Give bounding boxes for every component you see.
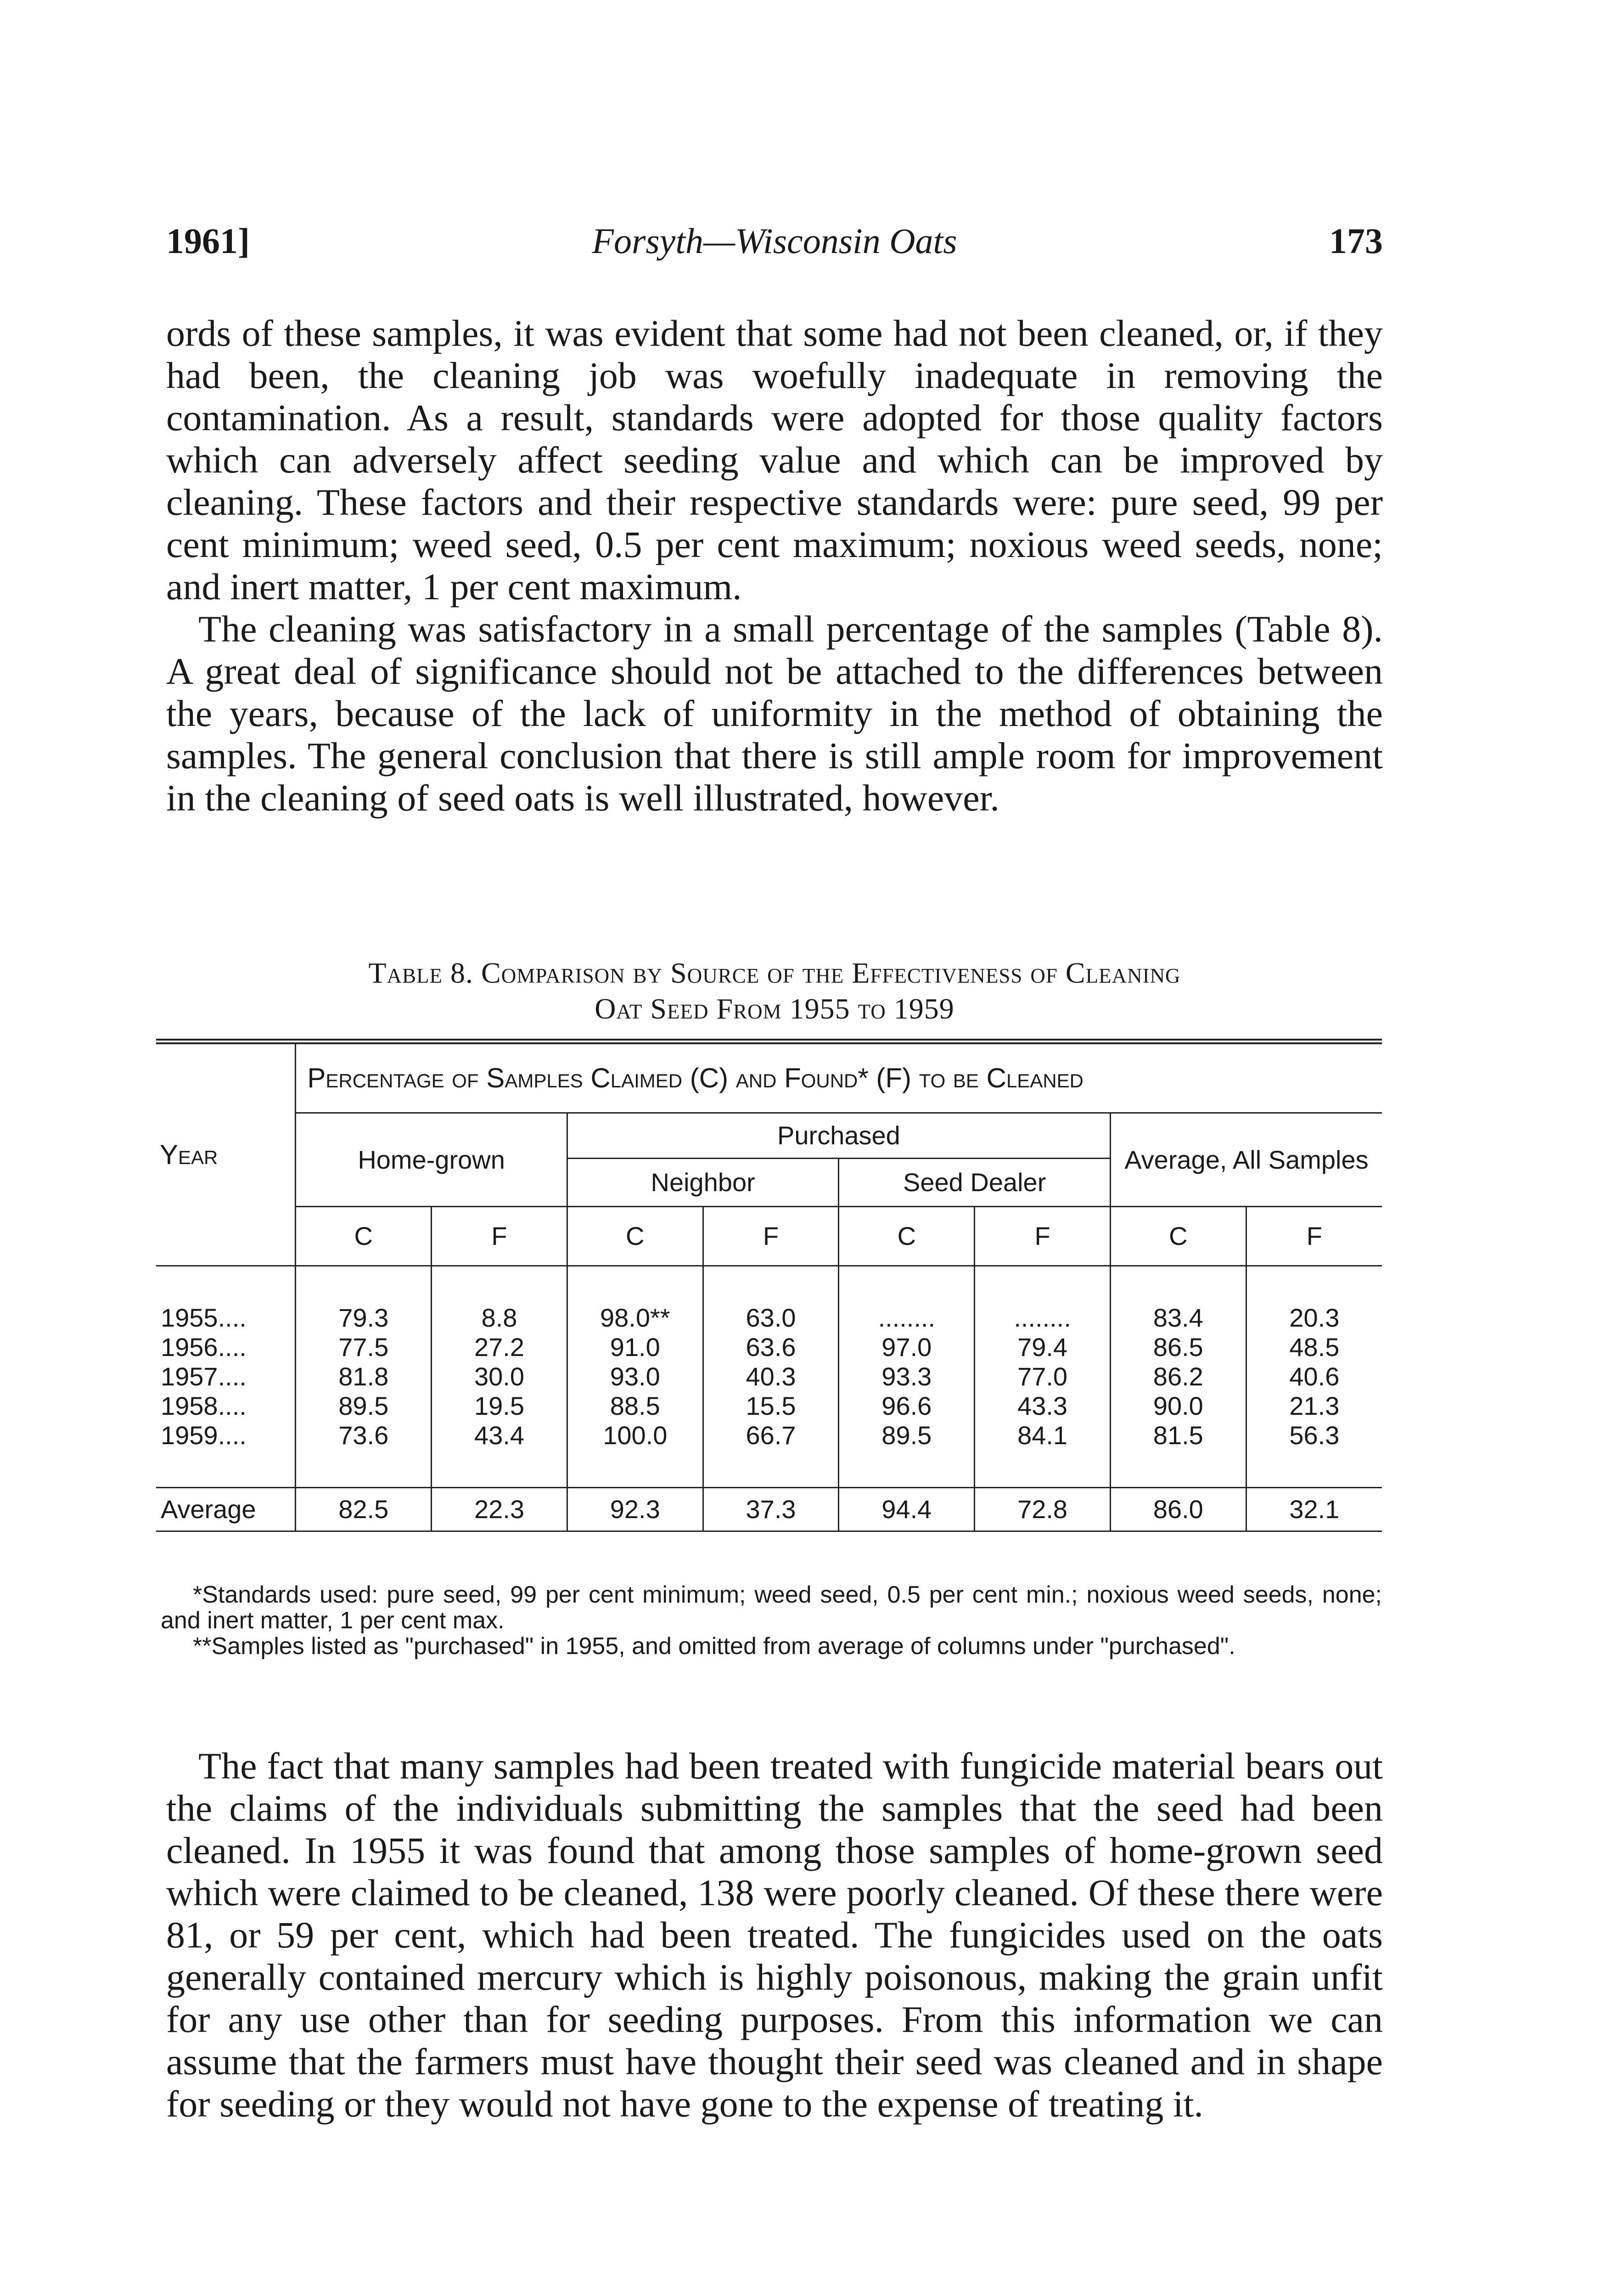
table-row [156, 1391, 1382, 1421]
page-header [166, 220, 1383, 276]
table-row [156, 1421, 1382, 1450]
paragraph: ords of these samples, it was evident that some had not been cleaned, or, if they had been, the cleaning job was woefully inadequate in removing the contamination. As a result, standards were adopted for those quality factors which can adversely affect seeding value and which can be improved by cleaning. These factors and their respective standards were: pure seed, 99 per cent minimum; weed seed, 0.5 per cent maximum; noxious weed seeds, none; and inert matter, 1 per cent maximum. [166, 312, 1383, 608]
table-cell: 22.3 [432, 1488, 567, 1531]
footnote: *Standards used: pure seed, 99 per cent minimum; weed seed, 0.5 per cent min.; noxious weed seeds, none; and inert matter, 1 per cent max. [161, 1581, 1382, 1634]
table-cell: 86.0 [1110, 1488, 1246, 1531]
col-f: F [703, 1207, 839, 1266]
table-cell: 83.4 [1110, 1303, 1246, 1333]
table-cell: 96.6 [839, 1391, 975, 1421]
data-table [156, 1039, 1382, 1532]
table-cell: 72.8 [975, 1488, 1111, 1531]
table-cell: 94.4 [839, 1488, 975, 1531]
table-cell: 56.3 [1246, 1421, 1382, 1450]
table-cell: 90.0 [1110, 1391, 1246, 1421]
table-cell: 43.3 [975, 1391, 1111, 1421]
running-title: Forsyth—Wisconsin Oats [592, 221, 957, 261]
average-all-header: Average, All Samples [1110, 1113, 1382, 1207]
table-row [156, 1362, 1382, 1391]
table-caption-line: Oat Seed From 1955 to 1959 [595, 992, 954, 1025]
table-cell: 20.3 [1246, 1303, 1382, 1333]
table-row [156, 1333, 1382, 1362]
year-cell: 1958.... [161, 1391, 247, 1420]
average-label: Average [156, 1488, 296, 1531]
year-cell: 1957.... [161, 1362, 247, 1391]
table-cell: 66.7 [703, 1421, 839, 1450]
table-cell: 77.5 [296, 1333, 432, 1362]
table-cell: 93.0 [567, 1362, 703, 1391]
table-cell: 86.5 [1110, 1333, 1246, 1362]
average-row [156, 1488, 1382, 1531]
year-cell: 1956.... [161, 1333, 247, 1362]
table-cell: ........ [975, 1303, 1111, 1333]
table-cell: 100.0 [567, 1421, 703, 1450]
table-cell: 88.5 [567, 1391, 703, 1421]
table-caption-line: Table 8. Comparison by Source of the Effectiveness of Cleaning [368, 957, 1181, 989]
body-text-top [166, 312, 1383, 819]
table-cell: 77.0 [975, 1362, 1111, 1391]
table-caption [166, 955, 1383, 1027]
table-cell: 19.5 [432, 1391, 567, 1421]
table-cell: 98.0** [567, 1303, 703, 1333]
col-c: C [567, 1207, 703, 1266]
table-cell: 21.3 [1246, 1391, 1382, 1421]
table-cell: 89.5 [839, 1421, 975, 1450]
group-header: Percentage of Samples Claimed (C) and Found* (F) to be Cleaned [296, 1041, 1382, 1113]
home-grown-header: Home-grown [296, 1113, 567, 1207]
table-cell: 27.2 [432, 1333, 567, 1362]
table-cell: 86.2 [1110, 1362, 1246, 1391]
table-row [156, 1303, 1382, 1333]
paragraph: The cleaning was satisfactory in a small percentage of the samples (Table 8). A great deal of significance should not be attached to the differences between the years, because of the lack of uniformity in the method of obtaining the samples. The general conclusion that there is still ample room for improvement in the cleaning of seed oats is well illustrated, however. [166, 608, 1383, 819]
col-f: F [432, 1207, 567, 1266]
table-cell: 37.3 [703, 1488, 839, 1531]
table-cell: 93.3 [839, 1362, 975, 1391]
page-number: 173 [1329, 221, 1383, 261]
table-cell: 91.0 [567, 1333, 703, 1362]
footnote: **Samples listed as "purchased" in 1955, and omitted from average of columns under "purchased". [193, 1633, 1235, 1660]
col-f: F [975, 1207, 1111, 1266]
col-f: F [1246, 1207, 1382, 1266]
table-cell: 63.0 [703, 1303, 839, 1333]
table-cell: 79.3 [296, 1303, 432, 1333]
table-cell: ........ [839, 1303, 975, 1333]
table-footnotes [161, 1582, 1382, 1659]
purchased-header: Purchased [567, 1113, 1110, 1159]
paragraph: The fact that many samples had been treated with fungicide material bears out the claims of the individuals submitting the samples that the seed had been cleaned. In 1955 it was found that among those samples of home-grown seed which were claimed to be cleaned, 138 were poorly cleaned. Of these there were 81, or 59 per cent, which had been treated. The fungicides used on the oats generally contained mercury which is highly poisonous, making the grain unfit for any use other than for seeding purposes. From this information we can assume that the farmers must have thought their seed was cleaned and in shape for seeding or they would not have gone to the expense of treating it. [166, 1745, 1383, 2125]
year-header: Year [156, 1041, 296, 1266]
table-cell: 73.6 [296, 1421, 432, 1450]
table-cell: 97.0 [839, 1333, 975, 1362]
year-cell: 1959.... [161, 1421, 247, 1450]
year-cell: 1955.... [161, 1303, 247, 1332]
neighbor-header: Neighbor [567, 1159, 839, 1207]
table-cell: 40.6 [1246, 1362, 1382, 1391]
table-cell: 8.8 [432, 1303, 567, 1333]
table-cell: 84.1 [975, 1421, 1111, 1450]
table-cell: 79.4 [975, 1333, 1111, 1362]
table-cell: 48.5 [1246, 1333, 1382, 1362]
seed-dealer-header: Seed Dealer [839, 1159, 1111, 1207]
header-year: 1961] [166, 221, 250, 261]
body-text-bottom [166, 1745, 1383, 2125]
table-cell: 40.3 [703, 1362, 839, 1391]
table-cell: 89.5 [296, 1391, 432, 1421]
table-cell: 32.1 [1246, 1488, 1382, 1531]
table-cell: 63.6 [703, 1333, 839, 1362]
col-c: C [1110, 1207, 1246, 1266]
table-cell: 43.4 [432, 1421, 567, 1450]
table-cell: 92.3 [567, 1488, 703, 1531]
table-cell: 81.8 [296, 1362, 432, 1391]
col-c: C [839, 1207, 975, 1266]
table-cell: 15.5 [703, 1391, 839, 1421]
col-c: C [296, 1207, 432, 1266]
table-cell: 30.0 [432, 1362, 567, 1391]
table-cell: 81.5 [1110, 1421, 1246, 1450]
table-cell: 82.5 [296, 1488, 432, 1531]
